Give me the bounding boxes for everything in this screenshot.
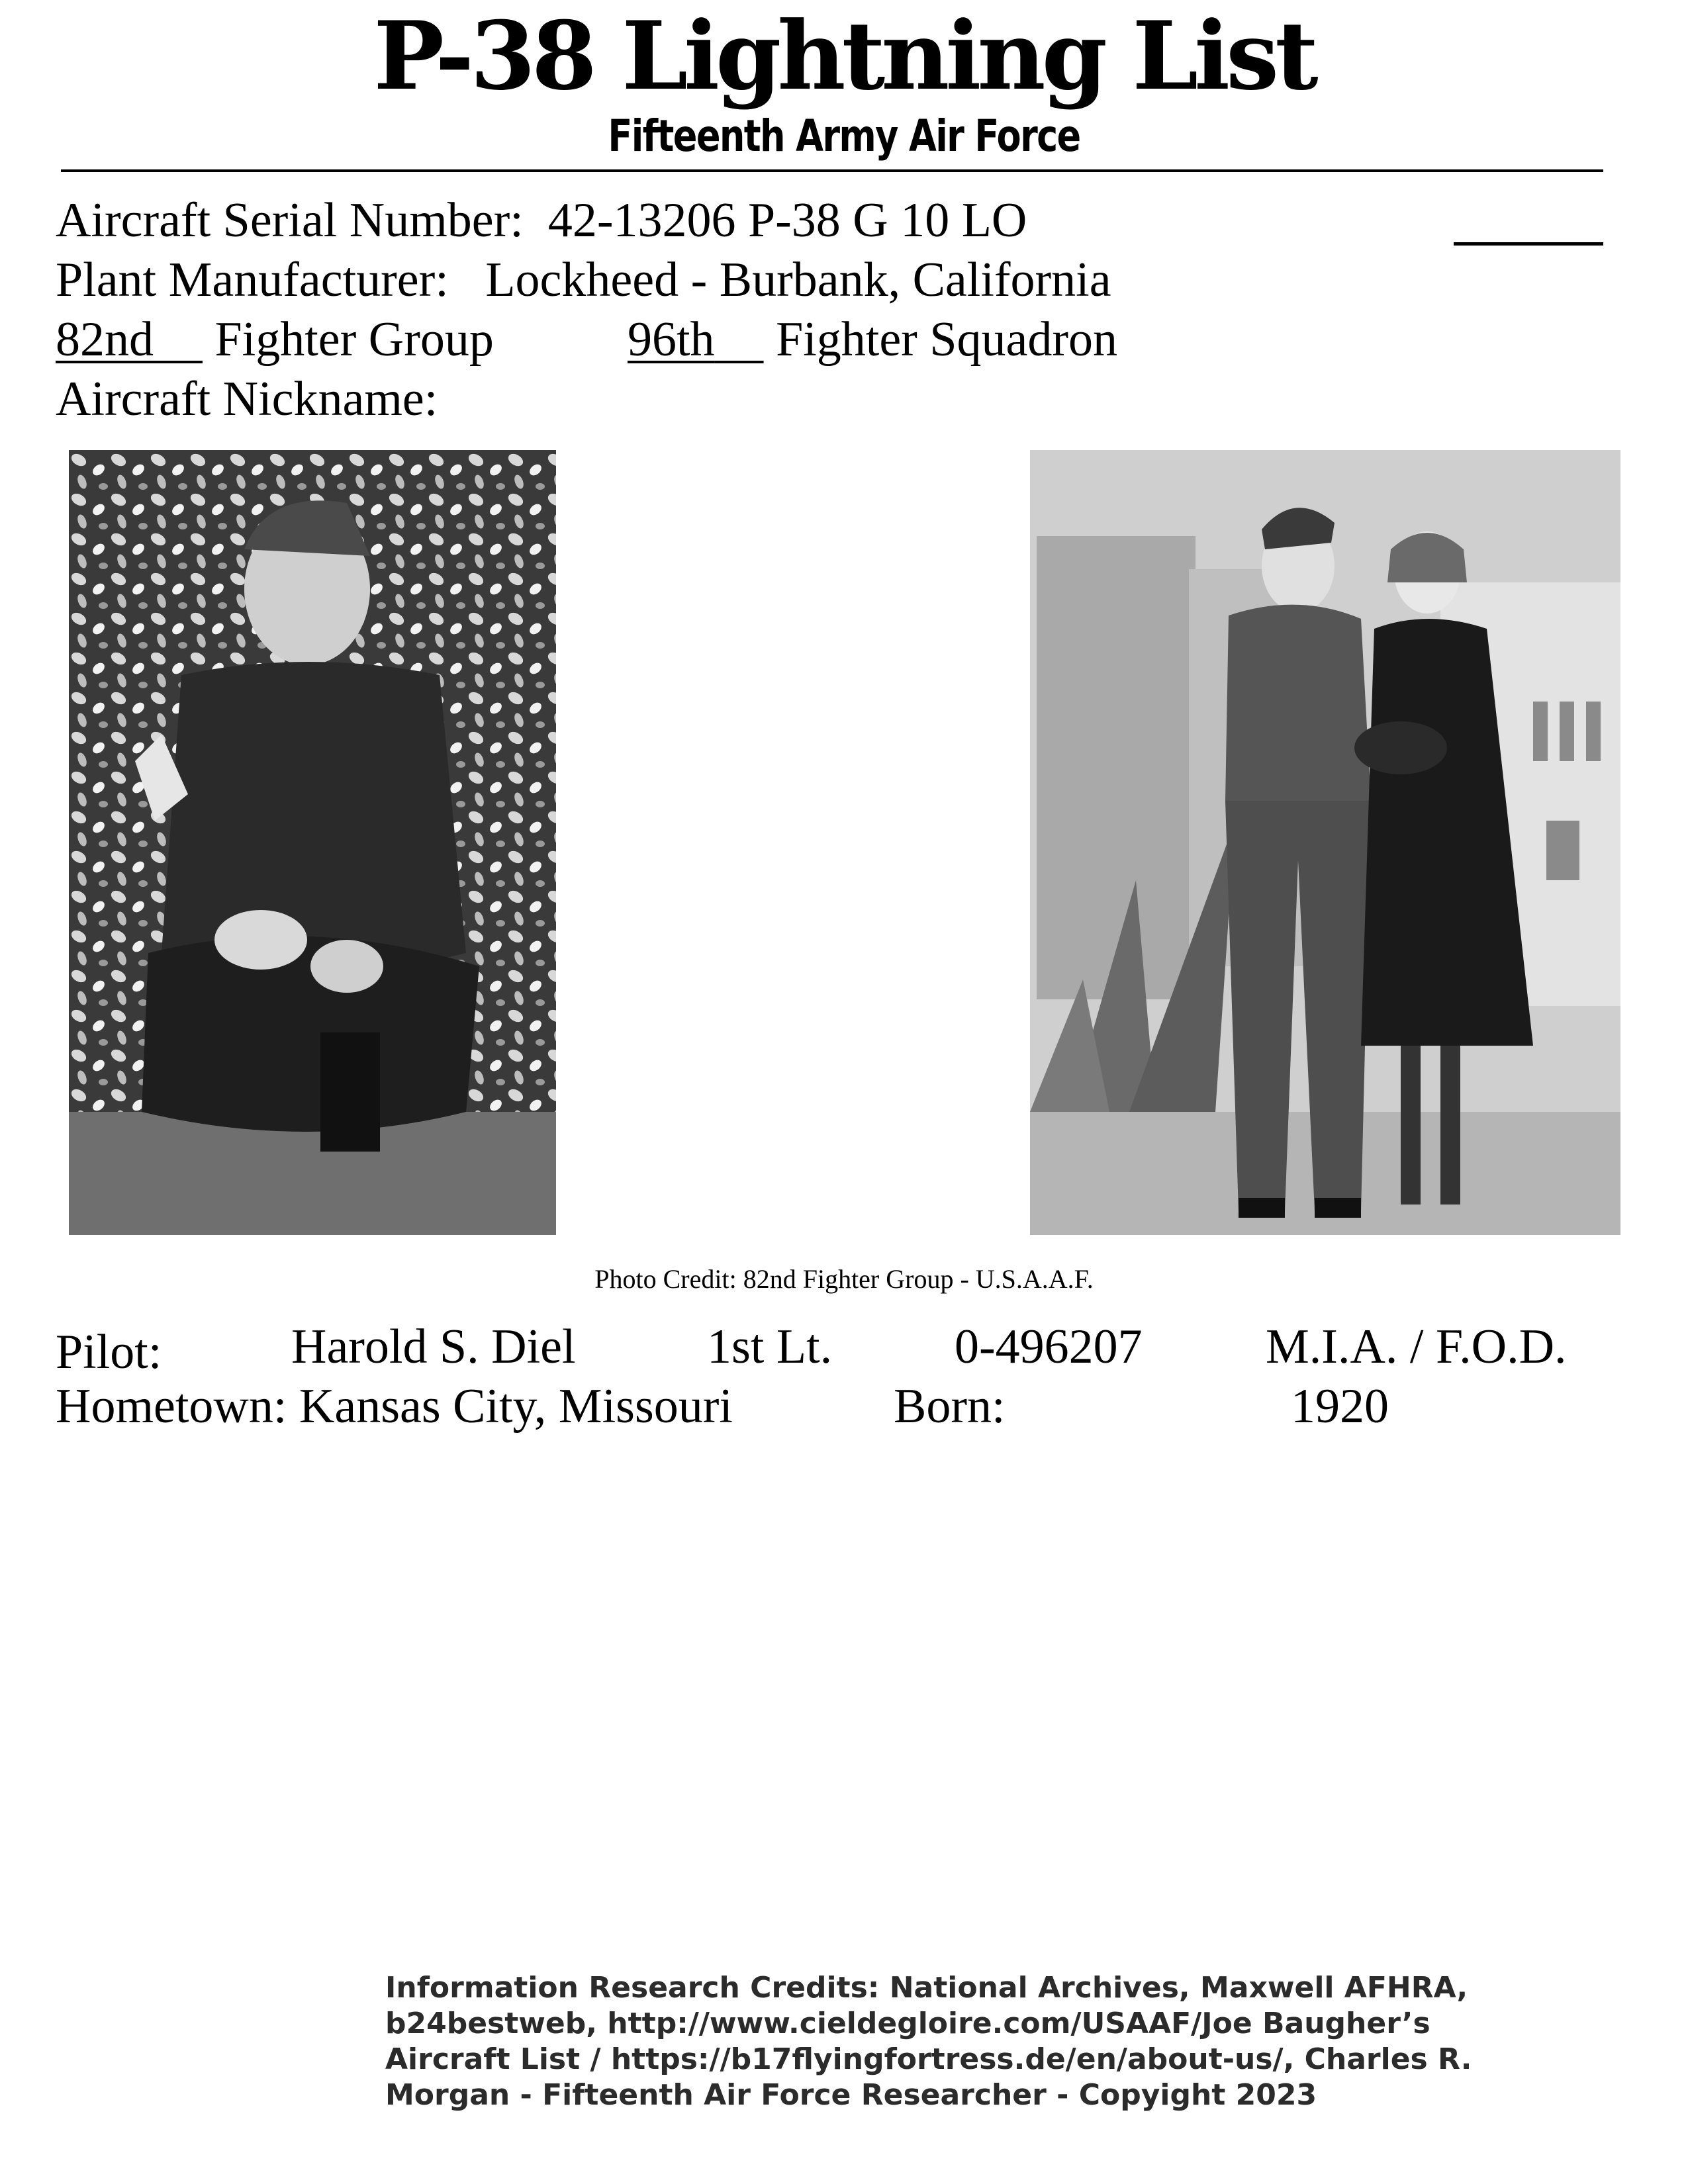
pilot-service-number: 0-496207 [955,1320,1143,1374]
hometown-value: Kansas City, Missouri [299,1379,733,1433]
photo-credit: Photo Credit: 82nd Fighter Group - U.S.A.A.F. [594,1264,1094,1294]
manufacturer-value: Lockheed - Burbank, California [485,253,1111,307]
serial-row [56,191,1027,250]
squadron-row [628,310,1117,369]
group-label: Fighter Group [214,312,494,367]
pilot-with-companion-photo [1030,450,1620,1235]
nickname-row [56,369,438,429]
pilot-portrait-photo [69,450,556,1235]
born-value: 1920 [1291,1379,1389,1433]
hometown-label: Hometown: [56,1379,287,1433]
serial-label: Aircraft Serial Number: [56,193,524,248]
manufacturer-label: Plant Manufacturer: [56,253,449,307]
serial-value: 42-13206 P-38 G 10 LO [547,193,1027,248]
credits-line-2: b24bestweb, http://www.cieldegloire.com/USAAF/Joe Baugher’s [385,2007,1430,2040]
page-subtitle: Fifteenth Army Air Force [608,111,1080,161]
squadron-value: 96th [628,312,715,367]
credits-line-3: Aircraft List / https://b17flyingfortress.de/en/about-us/, Charles R. [385,2042,1472,2076]
manufacturer-row [56,250,1111,310]
page-title: P-38 Lightning List [373,1,1315,111]
squadron-label: Fighter Squadron [776,312,1117,367]
header-divider [61,169,1603,172]
hometown-row [56,1377,733,1436]
credits-line-1: Information Research Credits: National Archives, Maxwell AFHRA, [385,1971,1468,2005]
nickname-label: Aircraft Nickname: [56,372,438,426]
pilot-with-companion-image [1030,450,1620,1235]
credits-line-4: Morgan - Fifteenth Air Force Researcher - Copyight 2023 [385,2078,1317,2112]
serial-blank-line [1454,199,1603,246]
born-label: Born: [894,1379,1006,1433]
pilot-rank: 1st Lt. [707,1320,833,1374]
group-value: 82nd [56,312,154,367]
pilot-portrait-image [69,450,556,1235]
pilot-label: Pilot: [56,1325,162,1379]
group-row [56,310,494,369]
pilot-name: Harold S. Diel [291,1320,576,1374]
pilot-status: M.I.A. / F.O.D. [1266,1320,1567,1374]
